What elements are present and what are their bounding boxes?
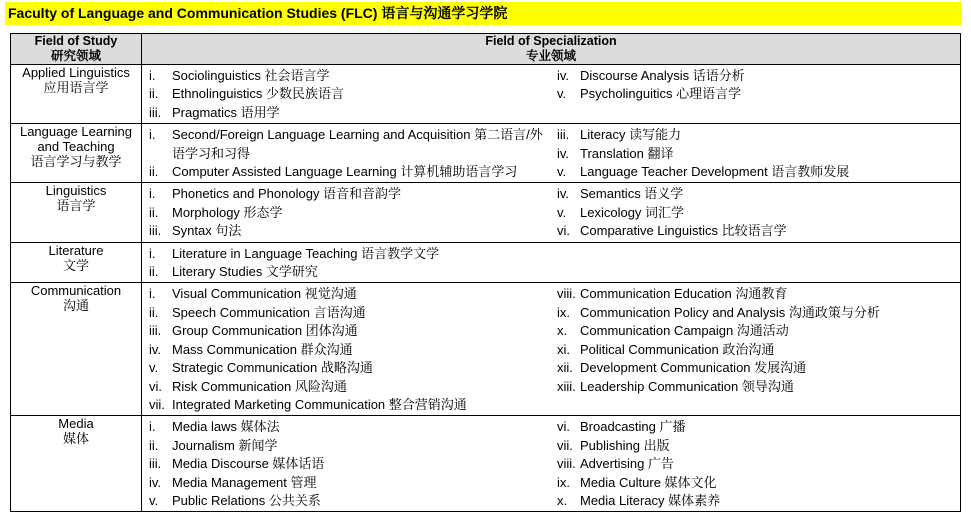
specialization-column-left bbox=[142, 185, 550, 240]
table-body bbox=[11, 65, 961, 512]
item-number: iv. bbox=[557, 186, 570, 202]
list-item bbox=[142, 378, 550, 396]
item-number: ix. bbox=[557, 304, 570, 320]
item-number: vii. bbox=[149, 396, 165, 412]
specialization-column-left bbox=[142, 285, 550, 414]
list-item bbox=[142, 418, 550, 436]
list-item bbox=[550, 474, 960, 492]
specialization-cell bbox=[142, 65, 961, 124]
item-number: x. bbox=[557, 323, 568, 339]
item-text: Discourse Analysis 话语分析 bbox=[580, 68, 745, 83]
specialization-column-left bbox=[142, 126, 550, 181]
item-text: Psycholinguitics 心理语言学 bbox=[580, 86, 742, 102]
field-of-study-cn: 应用语言学 bbox=[43, 80, 109, 95]
list-item bbox=[142, 437, 550, 455]
item-number: ii. bbox=[149, 437, 159, 453]
item-number: i. bbox=[149, 286, 156, 302]
item-text: Comparative Linguistics 比较语言学 bbox=[580, 223, 787, 239]
item-text: Development Communication 发展沟通 bbox=[580, 360, 807, 376]
specialization-cell bbox=[142, 183, 961, 242]
list-item bbox=[550, 322, 960, 340]
faculty-title: Faculty of Language and Communication Studies (FLC) 语言与沟通学习学院 bbox=[8, 5, 508, 21]
item-text: Advertising 广告 bbox=[580, 456, 674, 472]
specialization-column-right bbox=[550, 245, 960, 282]
item-text: Speech Communication 言语沟通 bbox=[172, 304, 366, 320]
list-item bbox=[142, 104, 550, 122]
item-number: vi. bbox=[557, 223, 570, 239]
field-of-study-cell bbox=[11, 416, 142, 512]
field-of-study-en: Literature bbox=[48, 242, 104, 258]
item-text: Sociolinguistics 社会语言学 bbox=[172, 68, 330, 83]
item-text: Media Literacy 媒体素养 bbox=[580, 492, 721, 508]
list-item bbox=[550, 126, 960, 144]
item-number: i. bbox=[149, 186, 156, 202]
item-text: Lexicology 词汇学 bbox=[580, 204, 685, 220]
list-item bbox=[142, 474, 550, 492]
table-header-row bbox=[11, 34, 961, 65]
item-text: Risk Communication 风险沟通 bbox=[172, 378, 347, 394]
list-item bbox=[142, 222, 550, 240]
specialization-cell bbox=[142, 416, 961, 512]
item-text: Integrated Marketing Communication 整合营销沟通 bbox=[172, 396, 467, 412]
item-text: Literary Studies 文学研究 bbox=[172, 264, 318, 280]
field-of-study-cell bbox=[11, 183, 142, 242]
item-text: Political Communication 政治沟通 bbox=[580, 341, 775, 357]
faculty-banner bbox=[5, 2, 962, 25]
item-number: i. bbox=[149, 419, 156, 435]
field-of-study-en: Media bbox=[58, 416, 94, 432]
item-number: ii. bbox=[149, 204, 159, 220]
field-of-study-header-cn: 研究领域 bbox=[50, 49, 101, 63]
item-text: Publishing 出版 bbox=[580, 437, 670, 453]
item-text: Visual Communication 视觉沟通 bbox=[172, 286, 357, 302]
list-item bbox=[142, 245, 550, 263]
field-of-study-cell bbox=[11, 242, 142, 283]
item-number: viii. bbox=[557, 456, 576, 472]
specialization-column-right bbox=[550, 418, 960, 510]
item-text: Language Teacher Development 语言教师发展 bbox=[580, 164, 850, 180]
list-item bbox=[550, 67, 960, 85]
item-number: ii. bbox=[149, 164, 159, 180]
field-of-study-cell bbox=[11, 124, 142, 183]
item-number: xi. bbox=[557, 341, 570, 357]
item-number: ii. bbox=[149, 86, 159, 102]
field-of-study-cn: 文学 bbox=[62, 257, 89, 273]
table-row bbox=[11, 416, 961, 512]
field-of-study-cn: 媒体 bbox=[62, 431, 89, 447]
item-number: vii. bbox=[557, 437, 573, 453]
item-text: Strategic Communication 战略沟通 bbox=[172, 360, 373, 376]
item-text: Translation 翻译 bbox=[580, 145, 674, 161]
item-number: v. bbox=[557, 204, 567, 220]
specialization-column-left bbox=[142, 67, 550, 122]
field-of-study-en: Linguistics bbox=[45, 183, 107, 199]
item-text: Communication Education 沟通教育 bbox=[580, 286, 788, 302]
table-row bbox=[11, 124, 961, 183]
list-item bbox=[550, 145, 960, 163]
item-number: xii. bbox=[557, 360, 573, 376]
field-of-study-en: Applied Linguistics bbox=[22, 65, 130, 80]
list-item bbox=[142, 396, 550, 414]
list-item bbox=[142, 126, 550, 163]
item-number: iv. bbox=[149, 341, 162, 357]
table-row bbox=[11, 283, 961, 416]
field-of-study-cn: 语言学习与教学 bbox=[30, 154, 122, 170]
specialization-column-right bbox=[550, 185, 960, 240]
specialization-column-left bbox=[142, 245, 550, 282]
list-item bbox=[550, 492, 960, 510]
item-number: v. bbox=[557, 164, 567, 180]
item-number: xiii. bbox=[557, 378, 576, 394]
item-number: vi. bbox=[557, 419, 570, 435]
list-item bbox=[550, 285, 960, 303]
item-number: ii. bbox=[149, 304, 159, 320]
list-item bbox=[550, 359, 960, 377]
list-item bbox=[142, 85, 550, 103]
item-text: Literature in Language Teaching 语言教学文学 bbox=[172, 245, 440, 261]
specialization-cell bbox=[142, 124, 961, 183]
list-item bbox=[142, 359, 550, 377]
field-of-study-cell bbox=[11, 283, 142, 416]
list-item bbox=[142, 163, 550, 181]
item-text: Second/Foreign Language Learning and Acquisition 第二语言/外语学习和习得 bbox=[172, 127, 543, 161]
item-text: Ethnolinguistics 少数民族语言 bbox=[172, 86, 344, 102]
list-item bbox=[142, 341, 550, 359]
list-item bbox=[550, 455, 960, 473]
list-item bbox=[142, 67, 550, 85]
list-item bbox=[550, 341, 960, 359]
item-text: Phonetics and Phonology 语音和音韵学 bbox=[172, 186, 402, 202]
list-item bbox=[142, 185, 550, 203]
list-item bbox=[550, 204, 960, 222]
field-of-study-cn: 沟通 bbox=[62, 298, 89, 314]
item-text: Computer Assisted Language Learning 计算机辅助语言学习 bbox=[172, 164, 518, 180]
item-text: Communication Policy and Analysis 沟通政策与分析 bbox=[580, 304, 880, 320]
item-number: i. bbox=[149, 245, 156, 261]
item-text: Syntax 句法 bbox=[172, 223, 242, 239]
table-row bbox=[11, 183, 961, 242]
item-text: Media laws 媒体法 bbox=[172, 419, 280, 435]
item-number: v. bbox=[557, 86, 567, 102]
item-number: ix. bbox=[557, 474, 570, 490]
item-text: Public Relations 公共关系 bbox=[172, 492, 321, 508]
item-number: iii. bbox=[557, 127, 570, 143]
field-of-study-cn: 语言学 bbox=[56, 198, 96, 214]
item-number: i. bbox=[149, 68, 156, 83]
list-item bbox=[142, 492, 550, 510]
specialization-column-right bbox=[550, 126, 960, 181]
item-number: iii. bbox=[149, 323, 162, 339]
list-item bbox=[142, 455, 550, 473]
specialization-column-right bbox=[550, 67, 960, 122]
item-text: Morphology 形态学 bbox=[172, 204, 283, 220]
specialization-column-left bbox=[142, 418, 550, 510]
specialization-cell bbox=[142, 283, 961, 416]
item-number: x. bbox=[557, 492, 568, 508]
item-text: Media Culture 媒体文化 bbox=[580, 474, 717, 490]
item-number: iii. bbox=[149, 223, 162, 239]
list-item bbox=[550, 185, 960, 203]
list-item bbox=[550, 418, 960, 436]
field-of-study-cell bbox=[11, 65, 142, 124]
item-number: vi. bbox=[149, 378, 162, 394]
item-text: Literacy 读写能力 bbox=[580, 127, 682, 143]
item-number: v. bbox=[149, 360, 159, 376]
item-text: Broadcasting 广播 bbox=[580, 419, 686, 435]
item-number: i. bbox=[149, 127, 156, 143]
item-text: Media Discourse 媒体话语 bbox=[172, 456, 325, 472]
item-number: iii. bbox=[149, 104, 162, 120]
item-text: Leadership Communication 领导沟通 bbox=[580, 378, 794, 394]
list-item bbox=[550, 378, 960, 396]
field-of-specialization-header-en: Field of Specialization bbox=[485, 34, 617, 48]
list-item bbox=[550, 85, 960, 103]
item-number: iv. bbox=[557, 145, 570, 161]
list-item bbox=[142, 285, 550, 303]
item-number: iv. bbox=[149, 474, 162, 490]
field-of-study-header-en: Field of Study bbox=[34, 34, 118, 48]
list-item bbox=[550, 437, 960, 455]
list-item bbox=[550, 222, 960, 240]
field-of-study-en: Language Learning and Teaching bbox=[19, 124, 133, 155]
list-item bbox=[142, 204, 550, 222]
list-item bbox=[142, 263, 550, 281]
specialization-column-right bbox=[550, 285, 960, 414]
specialization-table bbox=[10, 33, 961, 512]
field-of-specialization-header bbox=[142, 34, 961, 65]
item-number: ii. bbox=[149, 264, 159, 280]
specialization-cell bbox=[142, 242, 961, 283]
table-row bbox=[11, 242, 961, 283]
item-text: Journalism 新闻学 bbox=[172, 437, 278, 453]
item-text: Mass Communication 群众沟通 bbox=[172, 341, 353, 357]
item-number: iii. bbox=[149, 456, 162, 472]
field-of-specialization-header-cn: 专业领域 bbox=[525, 49, 576, 63]
field-of-study-en: Communication bbox=[30, 283, 122, 299]
item-number: iv. bbox=[557, 68, 570, 83]
item-text: Media Management 管理 bbox=[172, 474, 317, 490]
item-text: Group Communication 团体沟通 bbox=[172, 323, 358, 339]
item-text: Pragmatics 语用学 bbox=[172, 104, 280, 120]
list-item bbox=[142, 322, 550, 340]
field-of-study-header bbox=[11, 34, 142, 65]
item-text: Semantics 语义学 bbox=[580, 186, 684, 202]
list-item bbox=[550, 163, 960, 181]
item-text: Communication Campaign 沟通活动 bbox=[580, 323, 789, 339]
list-item bbox=[550, 304, 960, 322]
table-row bbox=[11, 65, 961, 124]
list-item bbox=[142, 304, 550, 322]
item-number: v. bbox=[149, 492, 159, 508]
item-number: viii. bbox=[557, 286, 576, 302]
